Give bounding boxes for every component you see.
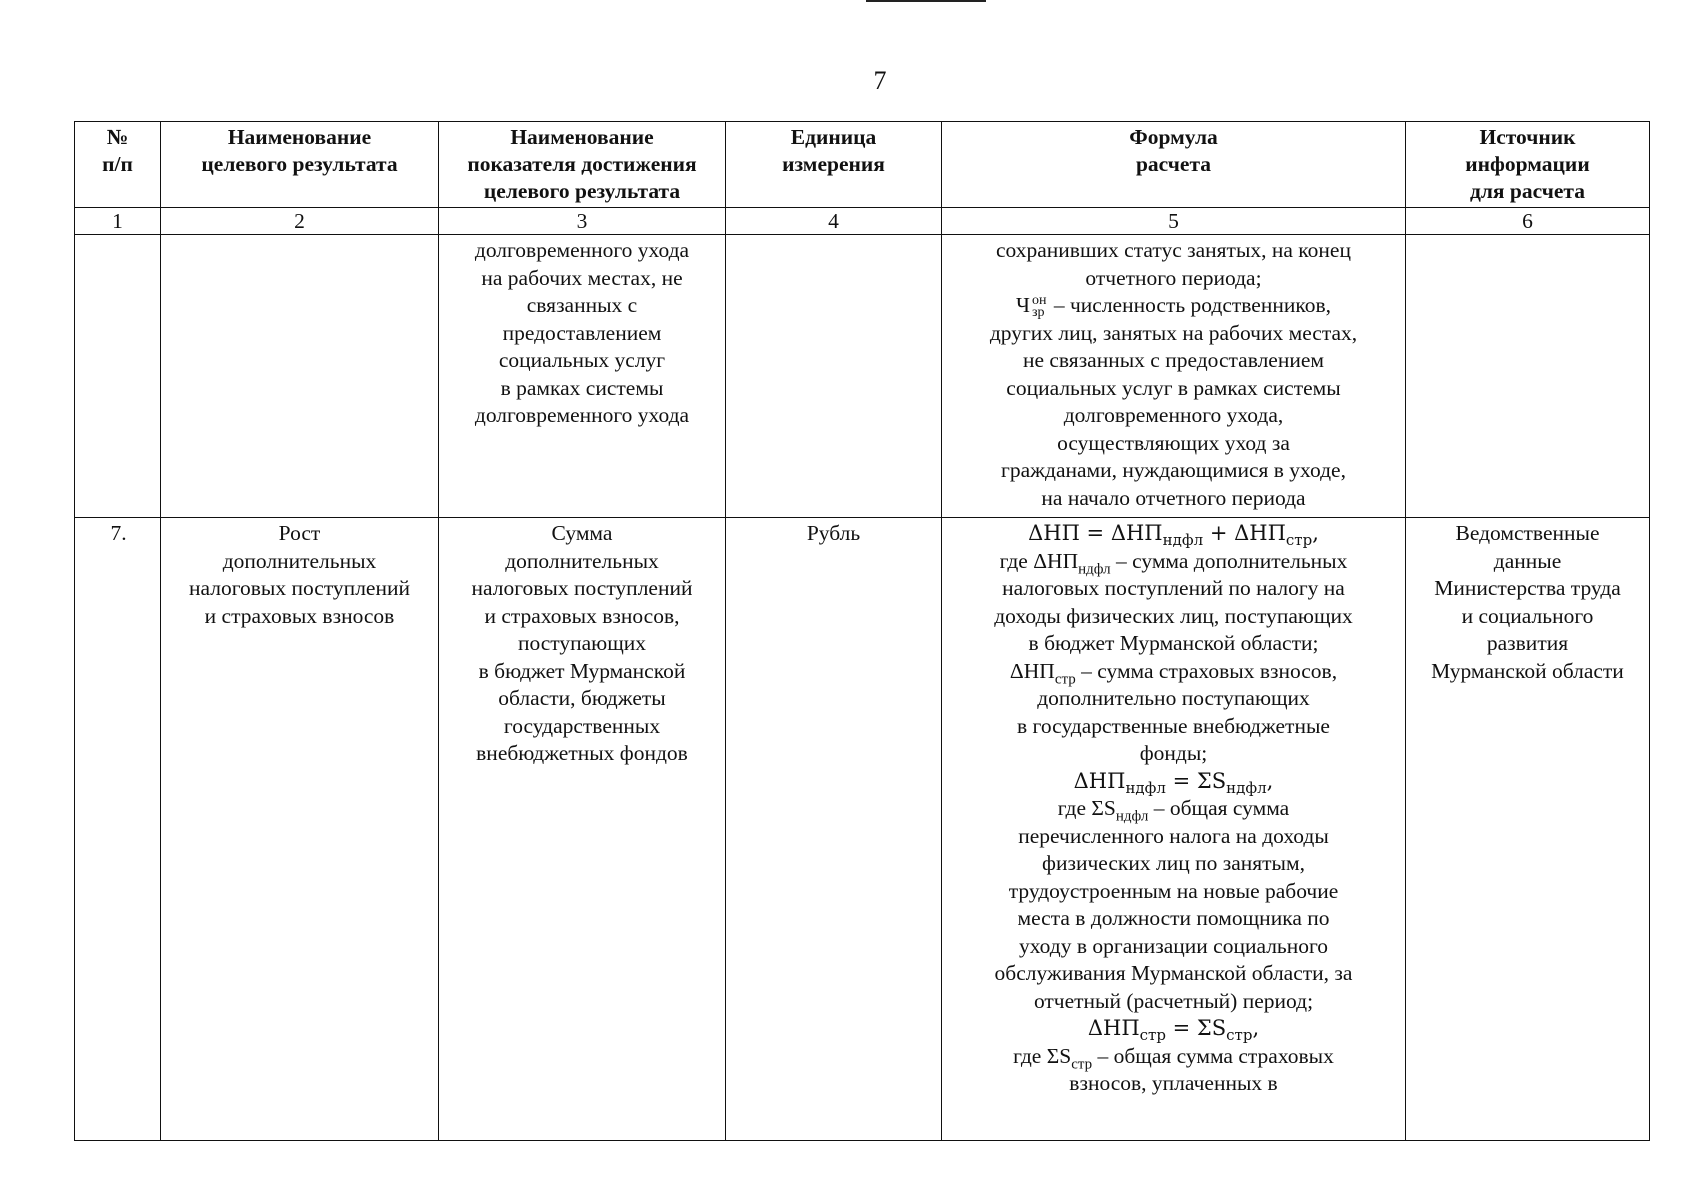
header-cell: Наименование целевого результата [161,122,439,208]
formula-cell: $\Delta НП = \Delta НП_{ндфл} + \Delta НП_{стр}$, где $\Delta НП_{ндфл}$ – сумма дополнительных налоговых поступлений по налогу на доходы физических лиц, поступающих в бюджет Мурманской области; $\Delta НП_{стр}$ – сумма страховых взносов, дополнительно поступающих в государственные внебюджетные фонды; $\Delta НП_{ндфл} = \Sigma S_{ндфл}$, где $\Sigma S_{ндфл}$ – общая сумма перечисленного налога на доходы физических лиц по занятым, трудоустроенным на новые рабочие места в должности помощника по уходу в организации социального обслуживания Мурманской области, за отчетный (расчетный) период; $\Delta НП_{стр} = \Sigma S_{стр}$, где $\Sigma S_{стр}$ – общая сумма страховых взносов, уплаченных в [942,518,1406,1141]
source-cell [1406,235,1650,518]
table-header-row [75,122,1650,208]
result-cell [161,235,439,518]
formula-cell: сохранивших статус занятых, на конец отчетного периода; Ч он зр – численность родственников, других лиц, занятых на рабочих местах, не связанных с предоставлением социальных услуг в рамках системы долговременного ухода, осуществляющих уход за гражданами, нуждающимися в уходе, на начало отчетного периода [942,235,1406,518]
column-number: 6 [1406,208,1650,235]
indicator-table [74,121,1650,1141]
indicator-cell: долговременного ухода на рабочих местах, не связанных с предоставлением социальных услуг в рамках системы долговременного ухода [439,235,726,518]
page-number: 7 [873,66,887,95]
header-cell: Источник информации для расчета [1406,122,1650,208]
formula-equation-2: $\Delta НП_{ндфл} = \Sigma S_{ндфл}$, [1073,768,1274,797]
result-cell: Рост дополнительных налоговых поступлений и страховых взносов [161,518,439,1141]
column-number: 1 [75,208,161,235]
column-number-row [75,208,1650,235]
formula-definition-2: $\Delta НП_{стр}$ – сумма страховых взносов, [1009,658,1338,687]
formula-definition-4: где $\Sigma S_{стр}$ – общая сумма страховых [1013,1043,1334,1072]
column-number: 4 [726,208,942,235]
column-number: 2 [161,208,439,235]
top-edge-mark [866,0,986,2]
table-row-continuation [75,235,1650,518]
header-cell: Формула расчета [942,122,1406,208]
column-number: 5 [942,208,1406,235]
header-cell: Наименование показателя достижения целевого результата [439,122,726,208]
formula-equation-3: $\Delta НП_{стр} = \Sigma S_{стр}$, [1087,1016,1260,1045]
row-number-cell [75,235,161,518]
formula-definition-3: где $\Sigma S_{ндфл}$ – общая сумма [1057,796,1290,825]
formula-definition-1: где $\Delta НП_{ндфл}$ – сумма дополнительных [999,548,1348,577]
formula-equation-1: $\Delta НП = \Delta НП_{ндфл} + \Delta НП_{стр}$, [1028,521,1319,550]
header-cell: Единица измерения [726,122,942,208]
symbol-definition: Ч он зр – численность родственников, [1015,293,1331,321]
indicator-cell: Сумма дополнительных налоговых поступлений и страховых взносов, поступающих в бюджет Мурманской области, бюджеты государственных внебюджетных фондов [439,518,726,1141]
header-cell: № п/п [75,122,161,208]
row-number-cell: 7. [75,518,161,1141]
unit-cell: Рубль [726,518,942,1141]
column-number: 3 [439,208,726,235]
table-row-7 [75,518,1650,1141]
unit-cell [726,235,942,518]
source-cell: Ведомственные данные Министерства труда и социального развития Мурманской области [1406,518,1650,1141]
